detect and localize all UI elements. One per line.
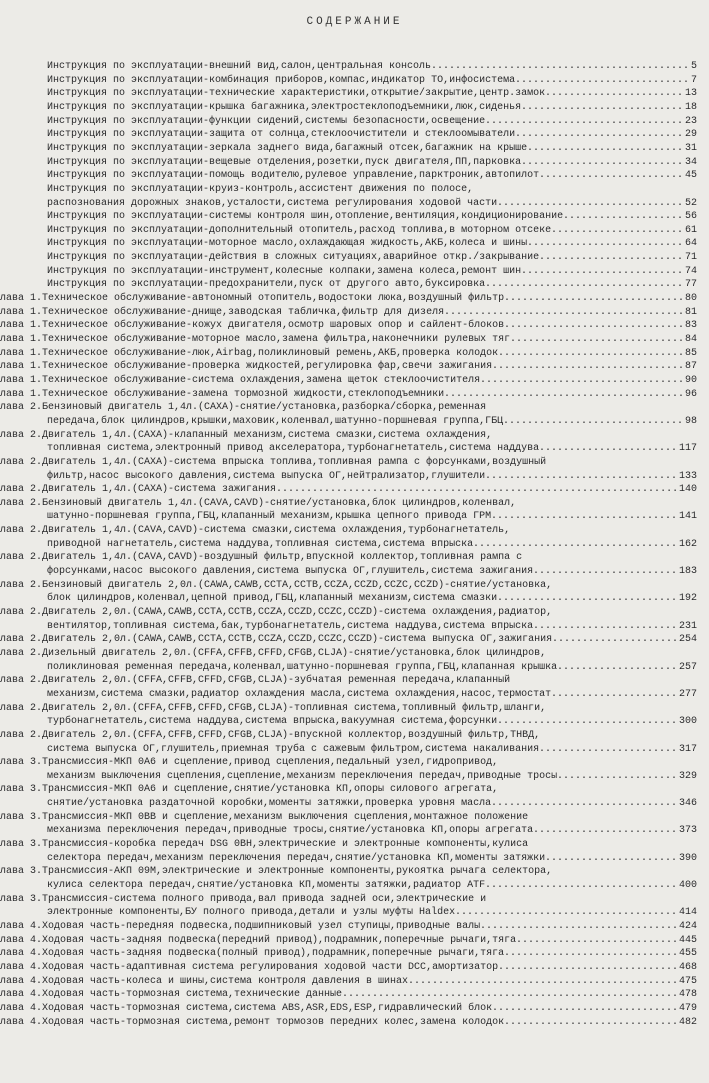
toc-page-number: 77	[685, 279, 698, 291]
toc-leader-dots: ..................................	[480, 374, 685, 386]
toc-entry-text: механизм выключения сцепления,сцепление,механизм переключения передач,приводные тросы	[47, 770, 558, 782]
toc-chapter: лава 1.	[0, 374, 43, 386]
toc-entry-text: поликлиновая ременная передача,коленвал,шатунно-поршневая группа,ГБЦ,клапанная крышка	[47, 661, 558, 673]
toc-entry-text: Бензиновый двигатель 1,4л.(CAVA,CAVD)-снятие/установка,блок цилиндров,коленвал,	[42, 497, 517, 509]
toc-page-number: 56	[685, 211, 698, 223]
toc-leader-dots: ...............................	[491, 798, 678, 810]
toc-leader-dots: .....................	[552, 634, 679, 646]
toc-page-number: 317	[679, 743, 698, 755]
toc-entry-text: Инструкция по эксплуатации-системы контроля шин,отопление,вентиляция,кондиционирование	[47, 211, 564, 223]
toc-page-number: 277	[679, 688, 698, 700]
toc-entry-text: Трансмиссия-коробка передач DSG 0BH,электрические и электронные компоненты,кулиса	[42, 839, 529, 851]
toc-entry-text: Инструкция по эксплуатации-моторное масло,охлаждающая жидкость,АКБ,колеса и шины	[47, 238, 528, 250]
toc-leader-dots: ...........................	[521, 101, 684, 113]
toc-entry-text: Инструкция по эксплуатации-крышка багажника,электростеклоподъемники,люк,сиденья	[47, 101, 522, 113]
toc-chapter: лава 2.	[0, 702, 43, 714]
toc-entry-text: Инструкция по эксплуатации-дополнительный отопитель,расход топлива,в моторном отсеке	[47, 224, 552, 236]
toc-chapter: лава 4.	[0, 989, 43, 1001]
toc-entry-text: Техническое обслуживание-автономный отопитель,водостоки люка,воздушный фильтр	[42, 293, 505, 305]
toc-leader-dots: ...........................	[521, 156, 684, 168]
toc-chapter: лава 3.	[0, 811, 43, 823]
toc-entry-text: вентилятор,топливная система,бак,турбонагнетатель,система наддува,система впрыска	[47, 620, 534, 632]
toc-page-number: 400	[679, 880, 698, 891]
toc-page-number: 300	[679, 716, 698, 728]
toc-entry-text: Техническое обслуживание-моторное масло,замена фильтра,наконечники рулевых тяг	[42, 334, 511, 345]
toc-entry-text: Двигатель 2,0л.(CAWA,CAWB,CCTA,CCTB,CCZA,CCZD,CCZC,CCZD)-система выпуска ОГ,зажигания	[42, 634, 553, 646]
toc-entry-text: Техническое обслуживание-кожух двигателя,осмотр шаровых опор и сайлент-блоков	[42, 320, 505, 332]
toc-page-number: 5	[691, 61, 698, 72]
toc-page-number: 52	[685, 197, 698, 209]
toc-entry-text: Двигатель 2,0л.(CFFA,CFFB,CFFD,CFGB,CLJA)-впускной коллектор,воздушный фильтр,ТНВД,	[42, 729, 541, 741]
toc-page-number: 257	[679, 661, 698, 673]
toc-chapter: лава 4.	[0, 920, 43, 932]
toc-entry-text: Двигатель 1,4л.(CAXA)-система зажигания	[42, 484, 277, 496]
toc-entry-text: Инструкция по эксплуатации-функции сидений,системы безопасности,освещение	[47, 115, 486, 127]
toc-leader-dots: ..............................	[503, 415, 684, 427]
toc-entry-text: Ходовая часть-тормозная система,технические данные	[42, 989, 343, 1001]
toc-leader-dots: ..........................	[527, 142, 684, 154]
toc-entry-text: кулиса селектора передач,снятие/установка КП,моменты затяжки,радиатор ATF	[47, 880, 486, 891]
toc-entry-text: Трансмиссия-МКП 0А6 и сцепление,снятие/установка КП,опоры силового агрегата,	[42, 784, 499, 796]
toc-entry-text: Инструкция по эксплуатации-защита от солнца,стеклоочистители и стеклоомыватели	[47, 129, 516, 141]
toc-entry-text: селектора передач,механизм переключения передач,снятие/установка КП,моменты затяжки	[47, 852, 546, 864]
toc-page-number: 7	[691, 74, 698, 86]
toc-page-number: 346	[679, 798, 698, 810]
toc-page-number: 45	[685, 170, 698, 182]
toc-entry-text: Ходовая часть-передняя подвеска,подшипниковый узел ступицы,приводные валы	[42, 920, 481, 932]
toc-chapter: лава 1.	[0, 306, 43, 318]
toc-leader-dots: ..............................	[498, 961, 679, 973]
toc-leader-dots: .............................	[515, 74, 690, 86]
toc-leader-dots: ...............................	[492, 1002, 679, 1014]
toc-leader-dots: ...........................................	[431, 61, 690, 72]
toc-page-number: 192	[679, 593, 698, 605]
toc-leader-dots: .................................	[485, 279, 684, 291]
toc-chapter: лава 2.	[0, 525, 43, 537]
toc-chapter: лава 1.	[0, 320, 43, 332]
toc-leader-dots: ...............................	[497, 197, 684, 209]
toc-page-number: 183	[679, 566, 698, 578]
toc-entry-text: Техническое обслуживание-замена тормозной жидкости,стеклоподъемники	[42, 388, 445, 400]
toc-entry-text: Инструкция по эксплуатации-вещевые отделения,розетки,пуск двигателя,ПП,парковка	[47, 156, 522, 168]
toc-leader-dots: .......................	[539, 743, 678, 755]
toc-page-number: 84	[685, 334, 698, 345]
toc-leader-dots: ........................................	[444, 306, 685, 318]
toc-page-number: 478	[679, 989, 698, 1001]
toc-leader-dots: ....................	[563, 211, 684, 223]
toc-leader-dots: .............................................	[408, 975, 679, 987]
toc-chapter: лава 2.	[0, 456, 43, 468]
toc-chapter: лава 3.	[0, 839, 43, 851]
toc-entry-text: Двигатель 2,0л.(CAWA,CAWB,CCTA,CCTB,CCZA,CCZD,CCZC,CCZD)-система охлаждения,радиатор,	[42, 607, 553, 618]
toc-chapter: лава 3.	[0, 866, 43, 878]
toc-entry-text: механизм,система смазки,радиатор охлаждения масла,система охлаждения,насос,термостат	[47, 688, 552, 700]
toc-page-number: 18	[685, 101, 698, 113]
toc-entry-text: передача,блок цилиндров,крышки,маховик,коленвал,шатунно-поршневая группа,ГБЦ	[47, 415, 504, 427]
toc-leader-dots: .................................	[485, 115, 684, 127]
toc-chapter: лава 4.	[0, 948, 43, 960]
toc-entry-text: Двигатель 2,0л.(CFFA,CFFB,CFFD,CFGB,CLJA)-топливная система,топливный фильтр,шланги,	[42, 702, 547, 714]
toc-page-number: 64	[685, 238, 698, 250]
toc-chapter: лава 2.	[0, 675, 43, 687]
page-title: СОДЕРЖАНИЕ	[306, 16, 403, 28]
toc-entry-text: Двигатель 2,0л.(CFFA,CFFB,CFFD,CFGB,CLJA)-зубчатая ременная передача,клапанный	[42, 675, 511, 687]
toc-page-number: 373	[679, 825, 698, 837]
toc-entry-text: распознования дорожных знаков,усталости,система регулирования ходовой части	[47, 197, 498, 209]
toc-page-number: 424	[679, 920, 698, 932]
toc-entry-text: шатунно-поршневая группа,ГБЦ,клапанный механизм,крышка цепного привода ГРМ	[47, 511, 492, 523]
toc-page-number: 98	[685, 415, 698, 427]
toc-entry-text: топливная система,электронный привод акселератора,турбонагнетатель,система наддува	[47, 443, 540, 455]
toc-page-number: 29	[685, 129, 698, 141]
toc-entry-text: Инструкция по эксплуатации-круиз-контроль,ассистент движения по полосе,	[47, 183, 474, 195]
toc-entry-text: Двигатель 1,4л.(CAVA,CAVD)-воздушный фильтр,впускной коллектор,топливная рампа с	[42, 552, 523, 564]
toc-entry-text: Инструкция по эксплуатации-помощь водителю,рулевое управление,парктроник,автопилот	[47, 170, 540, 182]
toc-entry-text: механизма переключения передач,приводные тросы,снятие/установка КП,опоры агрегата	[47, 825, 534, 837]
toc-leader-dots: ...................................................................	[276, 484, 679, 496]
toc-leader-dots: ........................	[539, 252, 684, 264]
toc-leader-dots: ........................	[533, 566, 678, 578]
toc-page-number: 117	[679, 443, 698, 455]
toc-leader-dots: ........................	[533, 825, 678, 837]
toc-leader-dots: ................................	[485, 470, 678, 482]
toc-leader-dots: ..............................	[504, 293, 685, 305]
toc-entry-text: Инструкция по эксплуатации-внешний вид,салон,центральная консоль	[47, 61, 432, 72]
toc-leader-dots: ........................	[533, 620, 678, 632]
toc-entry-text: Инструкция по эксплуатации-действия в сложных ситуациях,аварийное откр./закрывание	[47, 252, 540, 264]
toc-chapter: лава 2.	[0, 402, 43, 414]
toc-page-number: 61	[685, 224, 698, 236]
toc-leader-dots: .............................	[504, 948, 679, 960]
toc-entry-text: Техническое обслуживание-люк,Airbag,поликлиновый ремень,АКБ,проверка колодок	[42, 347, 499, 359]
toc-leader-dots: ........................................	[444, 388, 685, 400]
toc-entry-text: Инструкция по эксплуатации-инструмент,колесные колпаки,замена колеса,ремонт шин	[47, 265, 522, 277]
toc-leader-dots: ...............................	[491, 511, 678, 523]
toc-page-number: 31	[685, 142, 698, 154]
toc-page-number: 23	[685, 115, 698, 127]
toc-chapter: лава 2.	[0, 647, 43, 659]
toc-entry-text: Техническое обслуживание-система охлаждения,замена щеток стеклоочистителя	[42, 374, 481, 386]
toc-page-number: 475	[679, 975, 698, 987]
toc-entry-text: Трансмиссия-МКП 0А6 и сцепление,привод сцепления,педальный узел,гидропривод,	[42, 757, 499, 769]
toc-page-number: 96	[685, 388, 698, 400]
toc-page-number: 329	[679, 770, 698, 782]
toc-chapter: лава 3.	[0, 784, 43, 796]
toc-entry-text: электронные компоненты,БУ полного привода,детали и узлы муфты Haldex	[47, 907, 456, 919]
toc-entry-text: приводной нагнетатель,система наддува,топливная система,система впрыска	[47, 538, 474, 550]
toc-page-number: 390	[679, 852, 698, 864]
toc-chapter: лава 4.	[0, 975, 43, 987]
toc-leader-dots: ................................	[485, 880, 678, 891]
toc-leader-dots: ..............................	[504, 320, 685, 332]
toc-leader-dots: .............................	[504, 1016, 679, 1028]
toc-chapter: лава 2.	[0, 429, 43, 441]
toc-leader-dots: ................................	[492, 361, 685, 373]
toc-entry-text: Трансмиссия-система полного привода,вал привода задней оси,электрические и	[42, 893, 487, 905]
toc-leader-dots: .......................	[539, 443, 678, 455]
toc-leader-dots: ............................	[515, 129, 684, 141]
toc-chapter: лава 1.	[0, 347, 43, 359]
toc-entry-text: Инструкция по эксплуатации-зеркала заднего вида,багажный отсек,багажник на крыше	[47, 142, 528, 154]
toc-page-number: 81	[685, 306, 698, 318]
toc-page-number: 34	[685, 156, 698, 168]
toc-chapter: лава 2.	[0, 579, 43, 591]
toc-entry-text: Бензиновый двигатель 1,4л.(CAXA)-снятие/установка,разборка/сборка,ременная	[42, 402, 487, 414]
toc-leader-dots: ........................	[539, 170, 684, 182]
toc-chapter: лава 4.	[0, 1016, 43, 1028]
toc-page-number: 13	[685, 88, 698, 100]
toc-chapter: лава 1.	[0, 361, 43, 373]
toc-chapter: лава 2.	[0, 497, 43, 509]
toc-page-number: 133	[679, 470, 698, 482]
toc-entry-text: Инструкция по эксплуатации-комбинация приборов,компас,индикатор ТО,инфосистема	[47, 74, 516, 86]
toc-entry-text: Дизельный двигатель 2,0л.(CFFA,CFFB,CFFD,CFGB,CLJA)-снятие/установка,блок цилиндров,	[42, 647, 547, 659]
toc-entry-text: блок цилиндров,коленвал,цепной привод,ГБЦ,клапанный механизм,система смазки	[47, 593, 498, 605]
toc-page-number: 83	[685, 320, 698, 332]
toc-entry-text: Ходовая часть-тормозная система,система ABS,ASR,EDS,ESP,гидравлический блок	[42, 1002, 493, 1014]
toc-page-number: 482	[679, 1016, 698, 1028]
toc-chapter: лава 2.	[0, 634, 43, 646]
toc-leader-dots: ...........................	[521, 265, 684, 277]
toc-chapter: лава 2.	[0, 484, 43, 496]
toc-entry-text: Ходовая часть-задняя подвеска(передний привод),подрамник,поперечные рычаги,тяга	[42, 934, 517, 946]
toc-chapter: лава 4.	[0, 934, 43, 946]
toc-entry-text: Ходовая часть-задняя подвеска(полный привод),подрамник,поперечные рычаги,тяга	[42, 948, 505, 960]
toc-entry-text: Трансмиссия-МКП 0ВВ и сцепление,механизм выключения сцепления,монтажное положение	[42, 811, 529, 823]
toc-entry-text: система выпуска ОГ,глушитель,приемная труба с сажевым фильтром,система накаливания	[47, 743, 540, 755]
toc-entry-text: Двигатель 1,4л.(CAXA)-система впрыска топлива,топливная рампа с форсунками,воздушный	[42, 456, 547, 468]
toc-leader-dots: ........................................................	[342, 989, 679, 1001]
toc-chapter: лава 3.	[0, 893, 43, 905]
toc-entry-text: Техническое обслуживание-днище,заводская табличка,фильтр для дизеля	[42, 306, 445, 318]
toc-chapter: лава 1.	[0, 388, 43, 400]
toc-chapter: лава 3.	[0, 757, 43, 769]
toc-leader-dots: ..................................	[473, 538, 678, 550]
toc-page-number: 414	[679, 907, 698, 919]
toc-leader-dots: ......................	[545, 852, 678, 864]
toc-leader-dots: ...............................	[498, 347, 685, 359]
toc-page-number: 231	[679, 620, 698, 632]
toc-page-number: 141	[679, 511, 698, 523]
toc-entry-text: Ходовая часть-адаптивная система регулирования ходовой части DCC,амортизатор	[42, 961, 499, 973]
toc-leader-dots: ..............................	[497, 593, 678, 605]
toc-entry-text: Трансмиссия-АКП 09М,электрические и электронные компоненты,рукоятка рычага селектора,	[42, 866, 553, 878]
toc-leader-dots: .....................	[551, 688, 678, 700]
toc-entry-text: турбонагнетатель,система наддува,система впрыска,вакуумная система,форсунки	[47, 716, 498, 728]
toc-page-number: 74	[685, 265, 698, 277]
toc-page-number: 455	[679, 948, 698, 960]
toc-entry-text: Бензиновый двигатель 2,0л.(CAWA,CAWB,CCTA,CCTB,CCZA,CCZD,CCZC,CCZD)-снятие/установка,	[42, 579, 553, 591]
toc-entry-text: Ходовая часть-тормозная система,ремонт тормозов передних колес,замена колодок	[42, 1016, 505, 1028]
toc-entry-text: форсунками,насос высокого давления,система выпуска ОГ,глушитель,система зажигания	[47, 566, 534, 578]
toc-chapter: лава 1.	[0, 293, 43, 305]
toc-entry-text: Двигатель 1,4л.(CAVA,CAVD)-система смазки,система охлаждения,турбонагнетатель,	[42, 525, 511, 537]
toc-page-number: 90	[685, 374, 698, 386]
toc-leader-dots: .......................	[545, 88, 684, 100]
toc-entry-text: Инструкция по эксплуатации-предохранители,пуск от другого авто,буксировка	[47, 279, 486, 291]
toc-page-number: 445	[679, 934, 698, 946]
toc-page-number: 87	[685, 361, 698, 373]
toc-page-number: 254	[679, 634, 698, 646]
toc-leader-dots: ...........................	[516, 934, 679, 946]
toc-entry-text: Инструкция по эксплуатации-технические характеристики,открытие/закрытие,центр.замок	[47, 88, 546, 100]
toc-entry-text: снятие/установка раздаточной коробки,моменты затяжки,проверка уровня масла	[47, 798, 492, 810]
toc-chapter: лава 2.	[0, 552, 43, 564]
toc-entry-text: Техническое обслуживание-проверка жидкостей,регулировка фар,свечи зажигания	[42, 361, 493, 373]
toc-page-number: 479	[679, 1002, 698, 1014]
toc-chapter: лава 4.	[0, 961, 43, 973]
table-of-contents	[0, 62, 709, 1072]
toc-chapter: лава 1.	[0, 334, 43, 345]
toc-entry-text: фильтр,насос высокого давления,система выпуска ОГ,нейтрализатор,глушители	[47, 470, 486, 482]
toc-page-number: 71	[685, 252, 698, 264]
toc-leader-dots: ......................	[551, 224, 684, 236]
toc-page-number: 140	[679, 484, 698, 496]
toc-chapter: лава 2.	[0, 607, 43, 618]
toc-page-number: 468	[679, 961, 698, 973]
toc-leader-dots: .....................................	[455, 907, 678, 919]
toc-leader-dots: ....................	[557, 770, 678, 782]
toc-leader-dots: ..............................	[497, 716, 678, 728]
toc-leader-dots: .............................	[510, 334, 685, 345]
toc-chapter: лава 4.	[0, 1002, 43, 1014]
toc-entry-text: Двигатель 1,4л.(CAXA)-клапанный механизм,система смазки,система охлаждения,	[42, 429, 493, 441]
toc-page-number: 80	[685, 293, 698, 305]
toc-chapter: лава 2.	[0, 729, 43, 741]
toc-leader-dots: ....................	[557, 661, 678, 673]
toc-page-number: 85	[685, 347, 698, 359]
toc-leader-dots: ..........................	[527, 238, 684, 250]
toc-leader-dots: .................................	[480, 920, 679, 932]
toc-entry-text: Ходовая часть-колеса и шины,система контроля давления в шинах	[42, 975, 409, 987]
toc-page-number: 162	[679, 538, 698, 550]
